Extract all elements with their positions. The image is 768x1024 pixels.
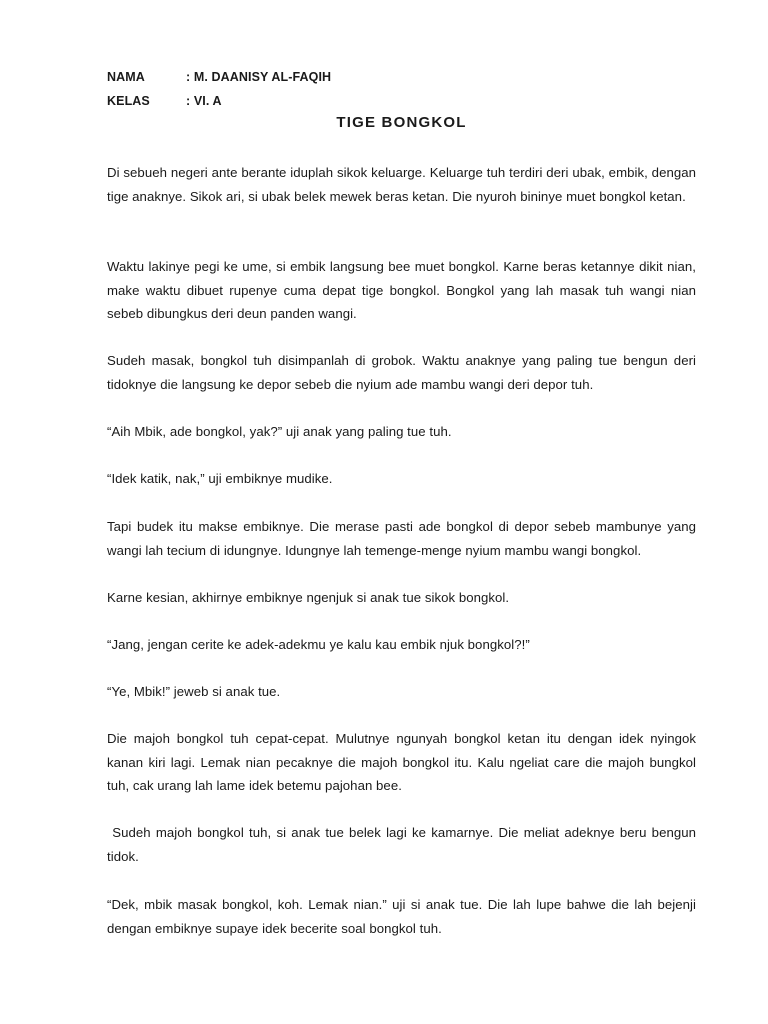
nama-row — [107, 70, 331, 84]
kelas-row — [107, 94, 222, 108]
paragraph: “Ye, Mbik!” jeweb si anak tue. — [107, 684, 281, 699]
paragraph: Waktu lakinye pegi ke ume, si embik langsung bee muet bongkol. Karne beras ketannye dikit nian, make waktu dibuet rupenye cuma depat tige bongkol. Bongkol yang lah masak tuh wangi nian sebeb dibungkus deri deun panden wangi. — [107, 259, 696, 321]
paragraph: Sudeh masak, bongkol tuh disimpanlah di grobok. Waktu anaknye yang paling tue bengun deri tidoknye die langsung ke depor sebeb die nyium ade mambu wangi deri depor tuh. — [107, 353, 696, 392]
paragraph: Di sebueh negeri ante berante iduplah sikok keluarge. Keluarge tuh terdiri deri ubak, embik, dengan tige anaknye. Sikok ari, si ubak belek mewek beras ketan. Die nyuroh bininye muet bongkol ketan. — [107, 165, 696, 204]
paragraph: “Idek katik, nak,” uji embiknye mudike. — [107, 471, 333, 486]
nama-label: NAMA — [107, 70, 145, 84]
paragraph: Sudeh majoh bongkol tuh, si anak tue belek lagi ke kamarnye. Die meliat adeknye beru bengun tidok. — [107, 825, 700, 864]
nama-value: : M. DAANISY AL-FAQIH — [186, 70, 332, 84]
paragraph: “Aih Mbik, ade bongkol, yak?” uji anak yang paling tue tuh. — [107, 424, 452, 439]
kelas-value: : VI. A — [186, 94, 222, 108]
paragraph: Karne kesian, akhirnye embiknye ngenjuk si anak tue sikok bongkol. — [107, 590, 510, 605]
paragraph: “Jang, jengan cerite ke adek-adekmu ye kalu kau embik njuk bongkol?!” — [107, 637, 530, 652]
paragraph: Tapi budek itu makse embiknye. Die merase pasti ade bongkol di depor sebeb mambunye yang wangi lah tecium di idungnye. Idungnye lah temenge-menge nyium mambu wangi bongkol. — [107, 519, 696, 558]
paragraph: “Dek, mbik masak bongkol, koh. Lemak nian.” uji si anak tue. Die lah lupe bahwe die lah bejenji dengan embiknye supaye idek becerite soal bongkol tuh. — [107, 897, 696, 936]
story-title: TIGE BONGKOL — [336, 114, 467, 131]
kelas-label: KELAS — [107, 94, 150, 108]
paragraph: Die majoh bongkol tuh cepat-cepat. Mulutnye ngunyah bongkol ketan itu dengan idek nyingok kanan kiri lagi. Lemak nian pecaknye die majoh bongkol itu. Kalu ngeliat care die majoh bungkol tuh, cak urang lah lame idek betemu pajohan bee. — [107, 731, 696, 793]
